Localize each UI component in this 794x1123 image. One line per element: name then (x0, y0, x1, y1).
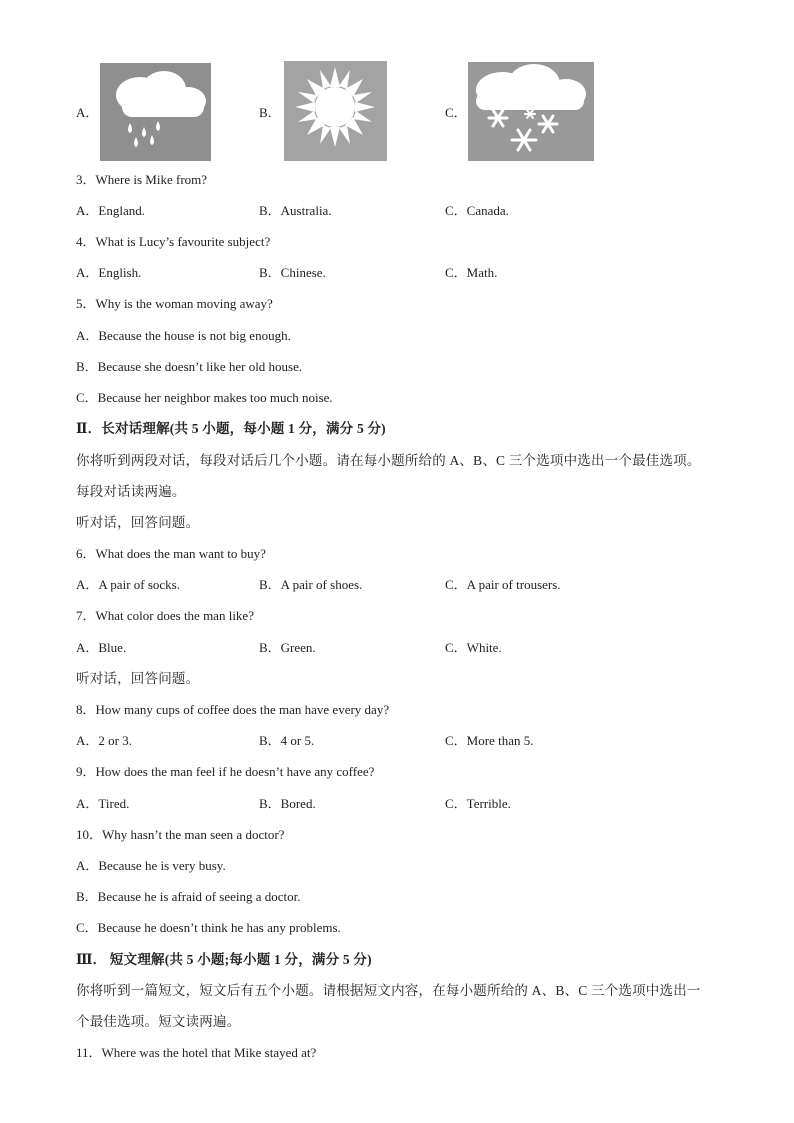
option-b[interactable]: B．Because he is afraid of seeing a doctor. (76, 889, 301, 904)
rain-cloud-icon (100, 63, 211, 161)
option-b[interactable]: B．Green. (259, 640, 316, 655)
section-heading: Ⅲ． 短文理解(共 5 小题;每小题 1 分，满分 5 分) (76, 952, 372, 967)
option-c[interactable]: C．Terrible. (445, 796, 511, 811)
option-c[interactable]: C．Because her neighbor makes too much noise. (76, 390, 333, 405)
question-stem: 8．How many cups of coffee does the man have every day? (76, 702, 390, 717)
option-b[interactable]: B．A pair of shoes. (259, 577, 363, 592)
option-a[interactable]: A．England. (76, 203, 145, 218)
option-c[interactable]: C．Because he doesn’t think he has any problems. (76, 920, 341, 935)
question-stem: 4．What is Lucy’s favourite subject? (76, 234, 271, 249)
sun-icon (284, 61, 387, 161)
option-c[interactable]: C．More than 5. (445, 733, 534, 748)
option-c[interactable]: C．White. (445, 640, 502, 655)
section-instructions: 你将听到一篇短文，短文后有五个小题。请根据短文内容，在每小题所给的 A、B、C 三个选项中选出一 (76, 983, 701, 998)
section-instructions: 你将听到两段对话，每段对话后几个小题。请在每小题所给的 A、B、C 三个选项中选出一个最佳选项。 (76, 453, 701, 468)
option-label: C． (445, 105, 467, 120)
option-label: B． (259, 105, 281, 120)
option-a[interactable]: A．Blue. (76, 640, 127, 655)
option-b[interactable]: B．Australia. (259, 203, 332, 218)
option-c[interactable]: C．A pair of trousers. (445, 577, 561, 592)
option-a[interactable]: A．Because the house is not big enough. (76, 328, 291, 343)
section-instructions: 个最佳选项。短文读两遍。 (76, 1014, 241, 1029)
snow-cloud-icon (468, 62, 594, 161)
option-b[interactable]: B．Chinese. (259, 265, 326, 280)
option-b[interactable]: B．4 or 5. (259, 733, 315, 748)
option-label: A． (76, 105, 99, 120)
section-heading: Ⅱ．长对话理解(共 5 小题，每小题 1 分，满分 5 分) (76, 421, 386, 436)
option-c[interactable]: C．Canada. (445, 203, 509, 218)
question-stem: 10．Why hasn’t the man seen a doctor? (76, 827, 285, 842)
option-a[interactable]: A．Tired. (76, 796, 130, 811)
listen-prompt: 听对话，回答问题。 (76, 515, 200, 530)
question-stem: 7．What color does the man like? (76, 608, 254, 623)
question-stem: 9．How does the man feel if he doesn’t have any coffee? (76, 764, 375, 779)
question-stem: 11．Where was the hotel that Mike stayed at? (76, 1045, 317, 1060)
question-stem: 5．Why is the woman moving away? (76, 296, 273, 311)
option-a[interactable]: A．Because he is very busy. (76, 858, 226, 873)
section-instructions: 每段对话读两遍。 (76, 484, 186, 499)
option-a[interactable]: A．English. (76, 265, 142, 280)
listen-prompt: 听对话，回答问题。 (76, 671, 200, 686)
option-b[interactable]: B．Bored. (259, 796, 316, 811)
question-stem: 3．Where is Mike from? (76, 172, 208, 187)
option-c[interactable]: C．Math. (445, 265, 498, 280)
option-b[interactable]: B．Because she doesn’t like her old house. (76, 359, 303, 374)
option-a[interactable]: A．2 or 3. (76, 733, 132, 748)
question-stem: 6．What does the man want to buy? (76, 546, 266, 561)
option-a[interactable]: A．A pair of socks. (76, 577, 180, 592)
